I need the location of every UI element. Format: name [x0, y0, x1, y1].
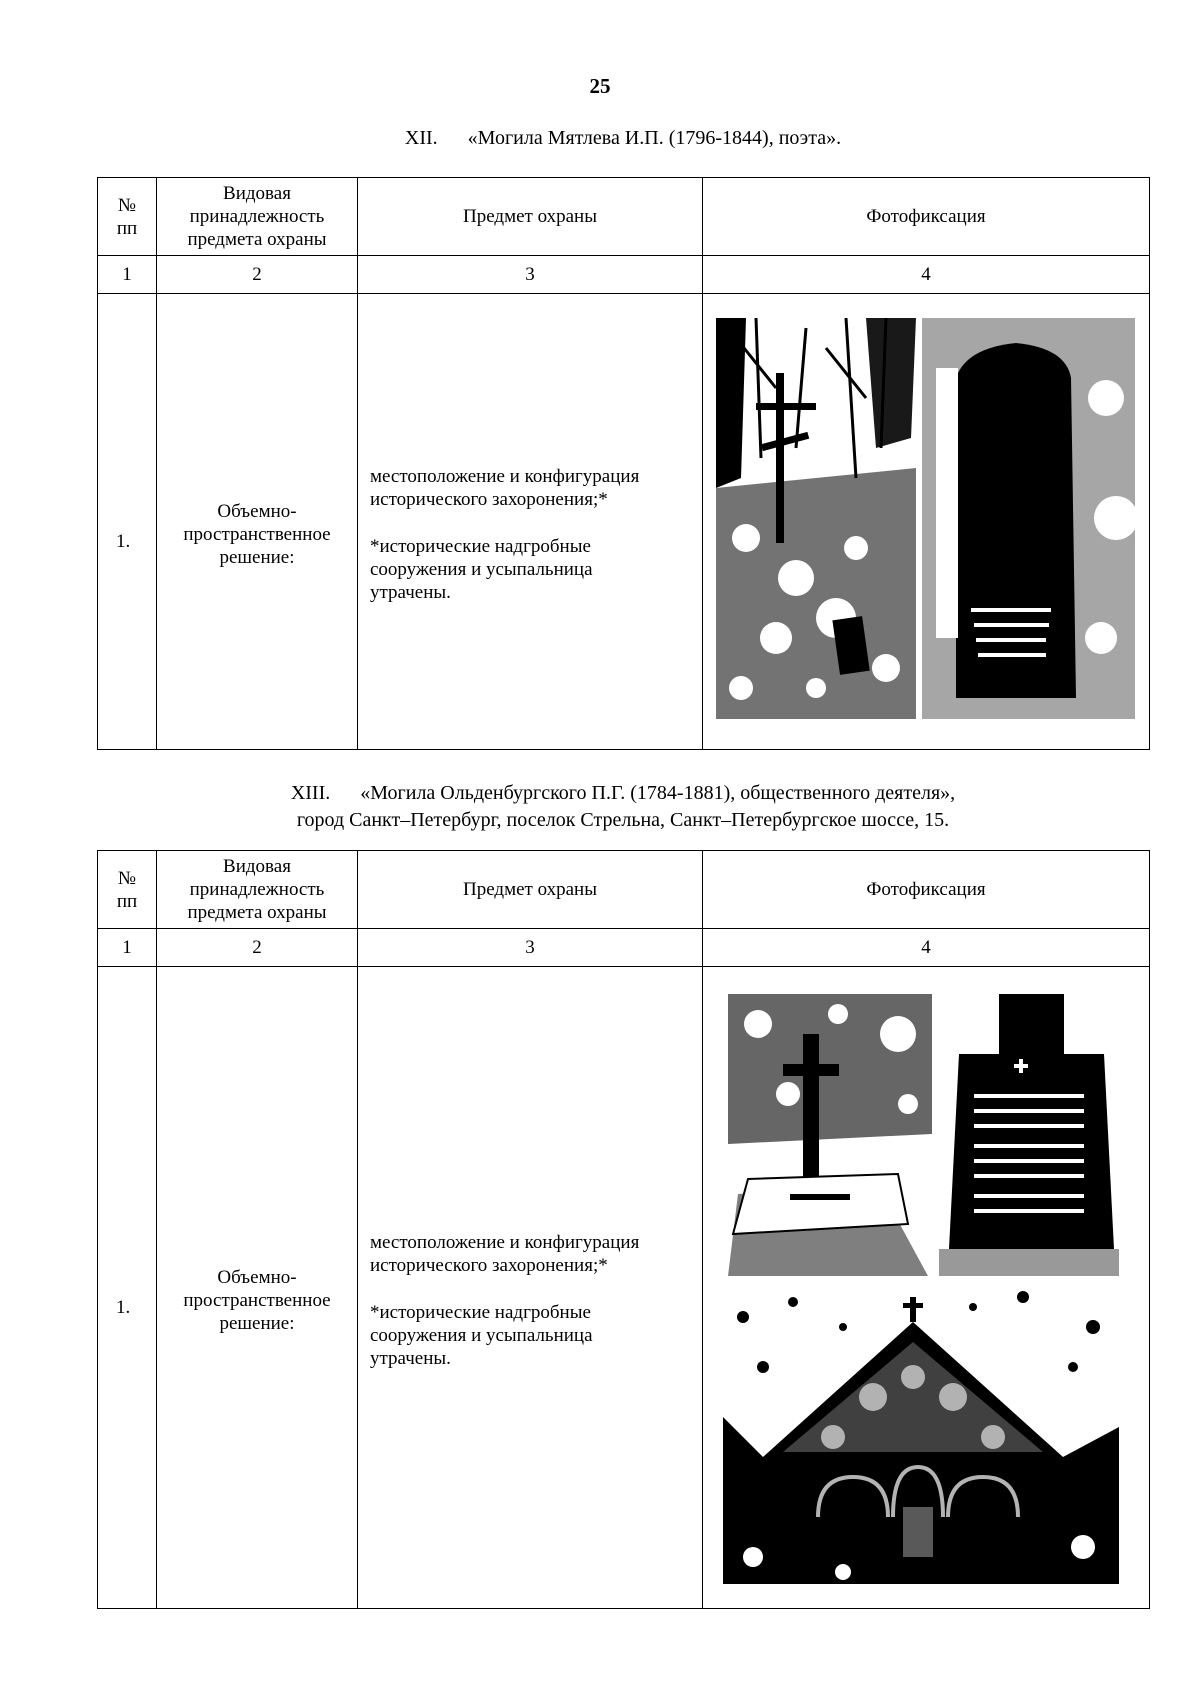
page-number: 25 [589, 74, 611, 98]
section-numeral: XII. [404, 127, 438, 149]
col-number: 3 [358, 929, 703, 967]
col-header-subject: Предмет охраны [358, 178, 703, 256]
col-number: 4 [703, 929, 1150, 967]
gravestone-photo-image [939, 994, 1119, 1276]
col-number: 2 [157, 929, 358, 967]
protection-table-13 [97, 850, 1150, 1609]
row-note: *исторические надгробные сооружения и усыпальница утрачены. [370, 536, 593, 603]
row-number: 1. [98, 294, 157, 750]
section-title-13 [98, 780, 1148, 834]
row-type: Объемно- пространственное решение: [157, 294, 358, 750]
col-header-number: № пп [98, 178, 157, 256]
protection-table-12 [97, 177, 1150, 750]
row-subject: местоположение и конфигурация исторического захоронения;* *исторические надгробные сооружения и усыпальница утрачены. [358, 967, 703, 1609]
col-header-number: № пп [98, 851, 157, 929]
col-header-photo: Фотофиксация [703, 178, 1150, 256]
col-number: 2 [157, 256, 358, 294]
table-row [98, 294, 1150, 750]
cross-photo-image [728, 994, 932, 1276]
row-type: Объемно- пространственное решение: [157, 967, 358, 1609]
section-numeral: XIII. [290, 782, 331, 804]
table-header-row [98, 178, 1150, 256]
row-subject: местоположение и конфигурация исторического захоронения;* *исторические надгробные сооружения и усыпальница утрачены. [358, 294, 703, 750]
row-number: 1. [98, 967, 157, 1609]
col-header-subject: Предмет охраны [358, 851, 703, 929]
section-title-12 [98, 125, 1148, 152]
section-title-text: «Могила Ольденбургского П.Г. (1784-1881), общественного деятеля», [360, 782, 956, 804]
grave-photo-image [716, 318, 1135, 719]
section-address: город Санкт–Петербург, поселок Стрельна, Санкт–Петербургское шоссе, 15. [296, 809, 950, 831]
col-number: 1 [98, 256, 157, 294]
row-photo [703, 294, 1150, 750]
col-header-type: Видовая принадлежность предмета охраны [157, 178, 358, 256]
table-row [98, 967, 1150, 1609]
row-photo [703, 967, 1150, 1609]
table-header-row [98, 851, 1150, 929]
col-number: 1 [98, 929, 157, 967]
col-header-photo: Фотофиксация [703, 851, 1150, 929]
row-note: *исторические надгробные сооружения и усыпальница утрачены. [370, 1302, 593, 1369]
column-numbers-row [98, 256, 1150, 294]
column-numbers-row [98, 929, 1150, 967]
chapel-photo-image [723, 1287, 1119, 1584]
col-header-type: Видовая принадлежность предмета охраны [157, 851, 358, 929]
section-title-text: «Могила Мятлева И.П. (1796-1844), поэта». [467, 127, 842, 149]
col-number: 3 [358, 256, 703, 294]
col-number: 4 [703, 256, 1150, 294]
